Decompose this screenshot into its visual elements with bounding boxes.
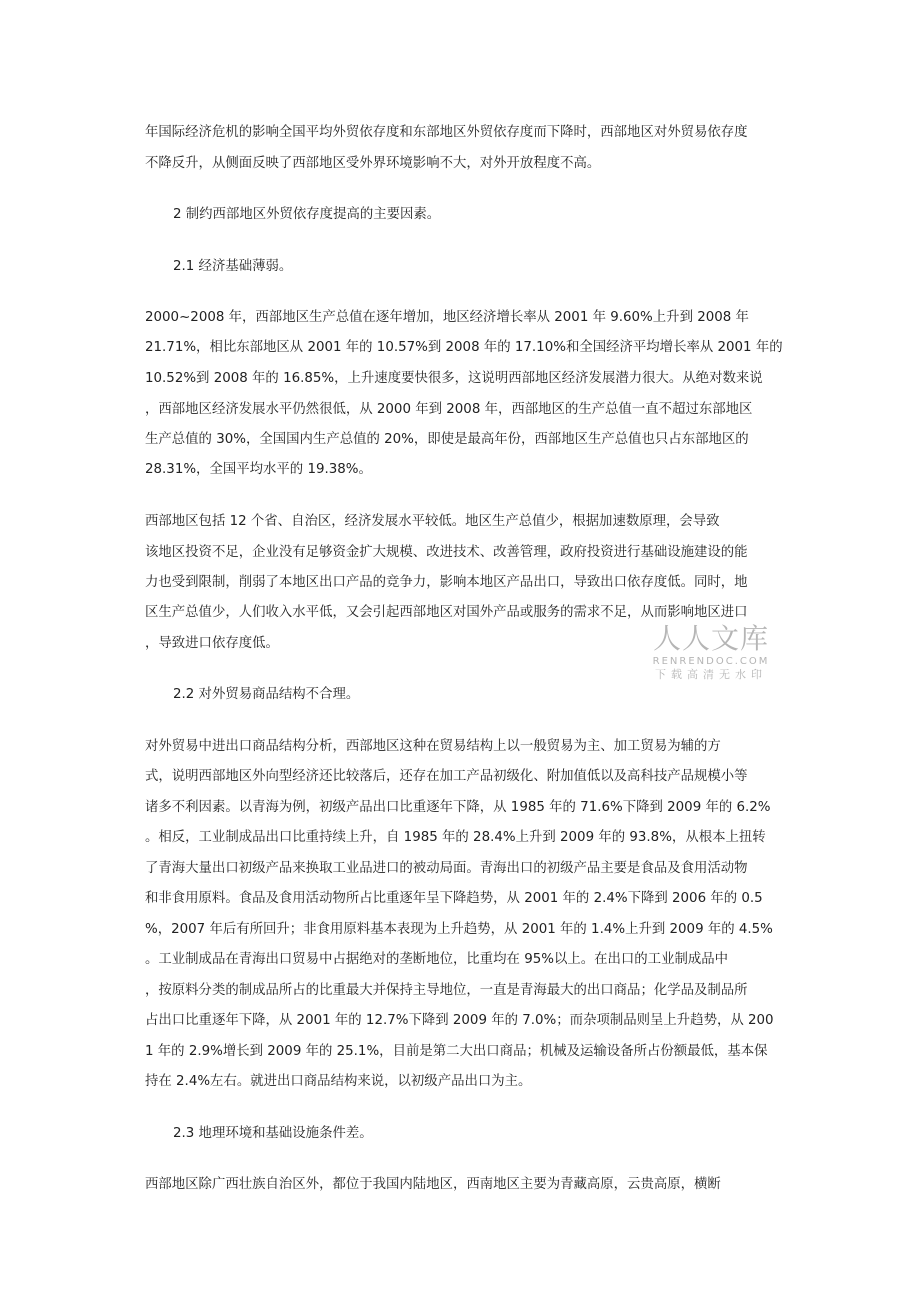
section-heading: 2 制约西部地区外贸依存度提高的主要因素。 — [173, 207, 441, 222]
paragraph-line: 生产总值的 30%，全国国内生产总值的 20%，即使是最高年份，西部地区生产总值也只占东部地区的 — [145, 432, 749, 447]
paragraph-line: 了青海大量出口初级产品来换取工业品进口的被动局面。青海出口的初级产品主要是食品及食用活动物 — [145, 861, 748, 876]
paragraph-line: 占出口比重逐年下降，从 2001 年的 12.7%下降到 2009 年的 7.0%；而杂项制品则呈上升趋势，从 200 — [145, 1013, 774, 1028]
paragraph-line: ，导致进口依存度低。 — [145, 636, 279, 651]
paragraph-line: 2000~2008 年，西部地区生产总值在逐年增加，地区经济增长率从 2001 年 9.60%上升到 2008 年 — [145, 310, 749, 325]
paragraph-line: 和非食用原料。食品及食用活动物所占比重逐年呈下降趋势，从 2001 年的 2.4%下降到 2006 年的 0.5 — [145, 891, 763, 906]
paragraph-line: 西部地区除广西壮族自治区外，都位于我国内陆地区，西南地区主要为青藏高原，云贵高原，横断 — [145, 1177, 721, 1192]
paragraph-line: 力也受到限制，削弱了本地区出口产品的竞争力，影响本地区产品出口，导致出口依存度低。同时，地 — [145, 575, 748, 590]
watermark-domain: RENRENDOC.COM — [652, 656, 770, 667]
paragraph-line: 。工业制成品在青海出口贸易中占据绝对的垄断地位，比重均在 95%以上。在出口的工业制成品中 — [145, 952, 729, 967]
paragraph-line: 持在 2.4%左右。就进出口商品结构来说，以初级产品出口为主。 — [145, 1074, 532, 1089]
watermark — [646, 622, 776, 682]
watermark-logo-text: 人人文库 — [652, 622, 769, 655]
paragraph-line: 该地区投资不足，企业没有足够资金扩大规模、改进技术、改善管理，政府投资进行基础设施建设的能 — [145, 545, 748, 560]
paragraph-line: 。相反，工业制成品出口比重持续上升，自 1985 年的 28.4%上升到 2009 年的 93.8%，从根本上扭转 — [145, 830, 766, 845]
subsection-heading: 2.3 地理环境和基础设施条件差。 — [173, 1126, 373, 1141]
paragraph-line: 不降反升，从侧面反映了西部地区受外界环境影响不大，对外开放程度不高。 — [145, 156, 601, 171]
watermark-slogan: 下载高清无水印 — [655, 668, 767, 681]
paragraph-line: 10.52%到 2008 年的 16.85%，上升速度要快很多，这说明西部地区经济发展潜力很大。从绝对数来说 — [145, 371, 763, 386]
paragraph-line: 年国际经济危机的影响全国平均外贸依存度和东部地区外贸依存度而下降时，西部地区对外贸易依存度 — [145, 125, 748, 140]
paragraph-line: %，2007 年后有所回升；非食用原料基本表现为上升趋势，从 2001 年的 1.4%上升到 2009 年的 4.5% — [145, 922, 773, 937]
paragraph-line: ，西部地区经济发展水平仍然很低，从 2000 年到 2008 年，西部地区的生产总值一直不超过东部地区 — [145, 402, 753, 417]
paragraph-line: 21.71%，相比东部地区从 2001 年的 10.57%到 2008 年的 17.10%和全国经济平均增长率从 2001 年的 — [145, 340, 783, 355]
paragraph-line: 对外贸易中进出口商品结构分析，西部地区这种在贸易结构上以一般贸易为主、加工贸易为辅的方 — [145, 739, 721, 754]
paragraph-line: 28.31%，全国平均水平的 19.38%。 — [145, 462, 372, 477]
paragraph-line: ，按原料分类的制成品所占的比重最大并保持主导地位，一直是青海最大的出口商品；化学品及制品所 — [145, 983, 748, 998]
paragraph-line: 区生产总值少，人们收入水平低，又会引起西部地区对国外产品或服务的需求不足，从而影响地区进口 — [145, 605, 748, 620]
paragraph-line: 1 年的 2.9%增长到 2009 年的 25.1%，目前是第二大出口商品；机械及运输设备所占份额最低，基本保 — [145, 1044, 768, 1059]
paragraph-line: 西部地区包括 12 个省、自治区，经济发展水平较低。地区生产总值少，根据加速数原理，会导致 — [145, 514, 720, 529]
subsection-heading: 2.2 对外贸易商品结构不合理。 — [173, 687, 360, 702]
paragraph-line: 式，说明西部地区外向型经济还比较落后，还存在加工产品初级化、附加值低以及高科技产品规模小等 — [145, 769, 748, 784]
paragraph-line: 诸多不利因素。以青海为例，初级产品出口比重逐年下降，从 1985 年的 71.6%下降到 2009 年的 6.2% — [145, 800, 771, 815]
subsection-heading: 2.1 经济基础薄弱。 — [173, 259, 293, 274]
